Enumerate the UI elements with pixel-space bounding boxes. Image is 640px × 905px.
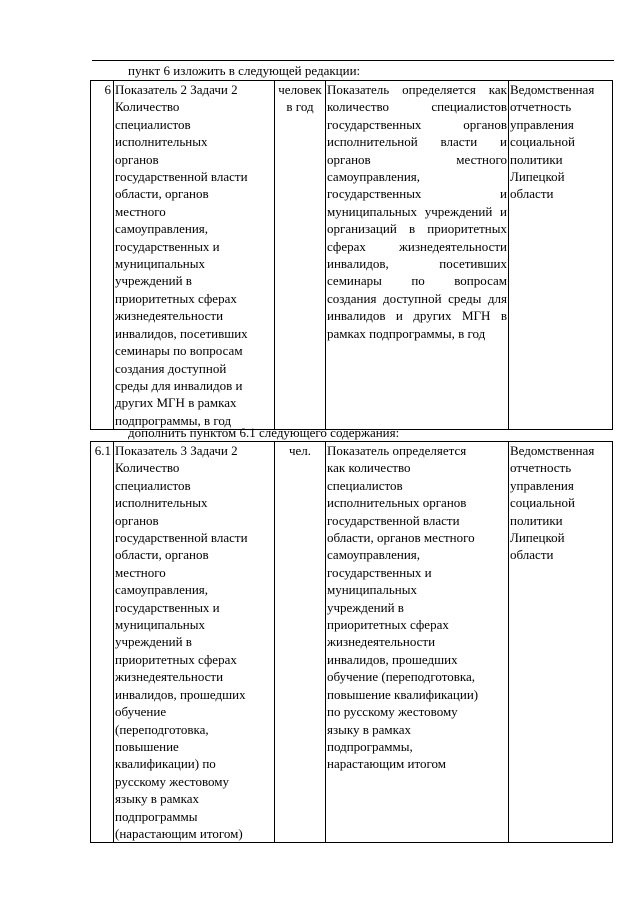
row-number: 6.1 xyxy=(91,442,114,843)
caption-add-item-6-1: дополнить пунктом 6.1 следующего содержания: xyxy=(128,425,400,440)
unit-of-measure: чел. xyxy=(275,442,326,843)
caption-replace-item-6: пункт 6 изложить в следующей редакции: xyxy=(128,63,361,78)
table-item-6 xyxy=(90,80,613,430)
table-row xyxy=(91,81,613,430)
calculation-method: Показатель определяется как количество специалистов исполнительных органов государственной власти области, органов местного самоуправления, государственных и муниципальных учреждений в приоритетных сферах жизнедеятельности инвалидов, прошедших обучение (переподготовка, повышение квалификации) по русскому жестовому языку в рамках подпрограммы, нарастающим итогом xyxy=(326,442,509,843)
unit-of-measure: человек в год xyxy=(275,81,326,430)
data-source: Ведомственная отчетность управления социальной политики Липецкой области xyxy=(509,81,613,430)
table-item-6-1 xyxy=(90,441,613,843)
row-number: 6 xyxy=(91,81,114,430)
data-source: Ведомственная отчетность управления социальной политики Липецкой области xyxy=(509,442,613,843)
indicator-name: Показатель 2 Задачи 2 Количество специалистов исполнительных органов государственной власти области, органов местного самоуправления, государственных и муниципальных учреждений в приоритетных сферах жизнедеятельности инвалидов, посетивших семинары по вопросам создания доступной среды для инвалидов и других МГН в рамках подпрограммы, в год xyxy=(114,81,275,430)
top-rule xyxy=(92,60,614,61)
indicator-name: Показатель 3 Задачи 2 Количество специалистов исполнительных органов государственной власти области, органов местного самоуправления, государственных и муниципальных учреждений в приоритетных сферах жизнедеятельности инвалидов, прошедших обучение (переподготовка, повышение квалификации) по русскому жестовому языку в рамках подпрограммы (нарастающим итогом) xyxy=(114,442,275,843)
calculation-method: Показатель определяется как количество специалистов государственных органов исполнительной власти и органов местного самоуправления, государственных и муниципальных учреждений и организаций в приоритетных сферах жизнедеятельности инвалидов, посетивших семинары по вопросам создания доступной среды для инвалидов и других МГН в рамках подпрограммы, в год xyxy=(326,81,509,430)
table-row xyxy=(91,442,613,843)
